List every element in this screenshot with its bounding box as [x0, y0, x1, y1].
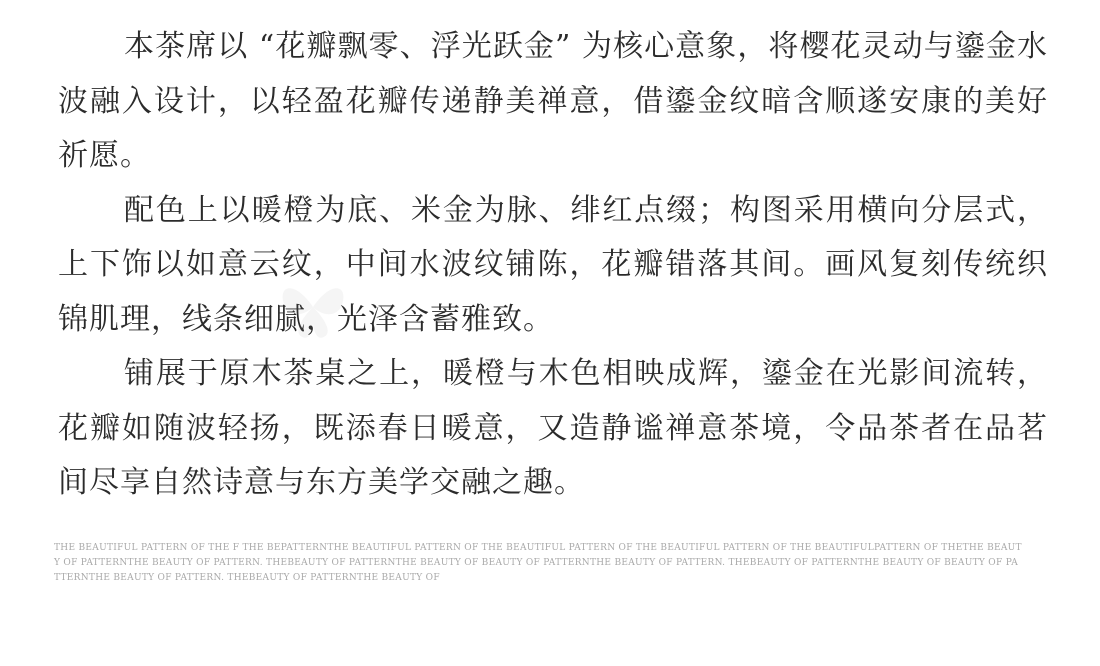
- paragraph-colors-composition: 配色上以暖橙为底、米金为脉、绯红点缀；构图采用横向分层式，上下饰以如意云纹，中间水波纹铺陈，花瓣错落其间。画风复刻传统织锦肌理，线条细腻，光泽含蓄雅致。: [58, 192, 1048, 337]
- paragraph-intro: 本茶席以 “花瓣飘零、浮光跃金” 为核心意象，将樱花灵动与鎏金水波融入设计，以轻盈花瓣传递静美禅意，借鎏金纹暗含顺遂安康的美好祈愿。: [58, 29, 1048, 173]
- decorative-footer-text: THE BEAUTIFUL PATTERN OF THE F THE BEPATTERNTHE BEAUTIFUL PATTERN OF THE BEAUTIFUL PATTERN OF THE BEAUTIFUL PATTERN OF THE BEAUTIFULPATTERN OF THETHE BEAUTY OF PATTERNTHE BEAUTY OF PATTERN. THEBEAUTY OF PATTERNTHE BEAUTY OF BEAUTY OF PATTERNTHE BEAUTY OF PATTERN. THEBEAUTY OF PATTERNTHE BEAUTY OF BEAUTY OF PATTERNTHE BEAUTY OF PATTERN. THEBEAUTY OF PATTERNTHE BEAUTY OF: [54, 543, 1022, 583]
- paragraph-table-setting: 铺展于原木茶桌之上，暖橙与木色相映成辉，鎏金在光影间流转，花瓣如随波轻扬，既添春日暖意，又造静谧禅意茶境，令品茶者在品茗间尽享自然诗意与东方美学交融之趣。: [58, 356, 1048, 500]
- article-body: [58, 20, 1048, 511]
